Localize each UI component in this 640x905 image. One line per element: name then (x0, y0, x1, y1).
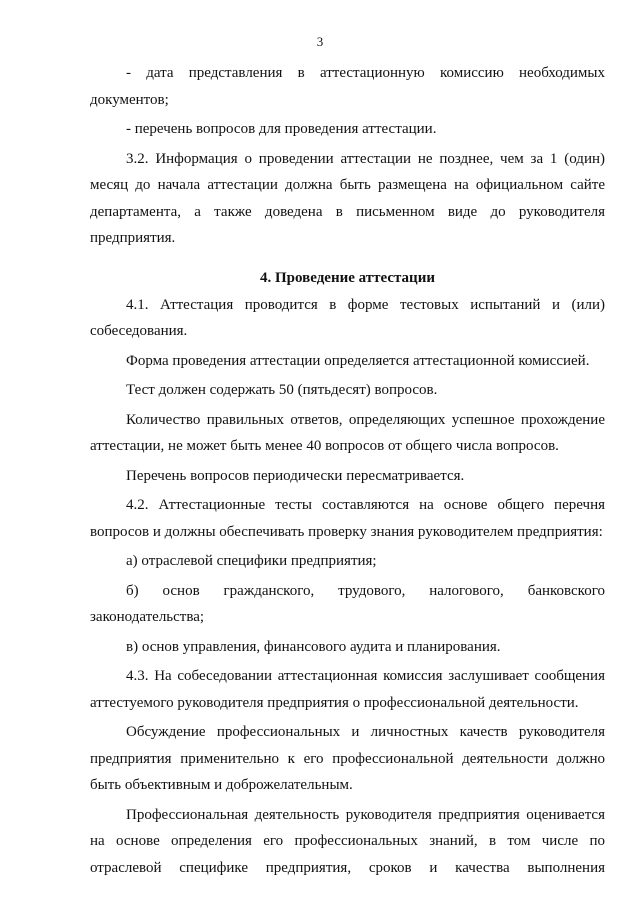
paragraph-question-list: - перечень вопросов для проведения аттестации. (126, 121, 437, 137)
paragraph-submission-date: - дата представления в аттестационную комиссию необходимых документов; (90, 65, 605, 108)
paragraph-3-2: 3.2. Информация о проведении аттестации не позднее, чем за 1 (один) месяц до начала аттестации должна быть размещена на официальном сайте департамента, а также доведена в письменном виде до руководителя предприятия. (90, 150, 605, 246)
page-number: 3 (316, 34, 324, 49)
section-heading: 4. Проведение аттестации (260, 269, 435, 286)
paragraph-4-2: 4.2. Аттестационные тесты составляются на основе общего перечня вопросов и должны обеспечивать проверку знания руководителем предприятия: (90, 497, 605, 540)
list-item-a: а) отраслевой специфики предприятия; (126, 553, 377, 569)
document-body (90, 60, 605, 881)
paragraph-review: Перечень вопросов периодически пересматривается. (126, 467, 465, 484)
paragraph-form: Форма проведения аттестации определяется аттестационной комиссией. (126, 352, 590, 369)
list-item-b: б) основ гражданского, трудового, налогового, банковского законодательства; (90, 582, 605, 625)
list-item-c: в) основ управления, финансового аудита и планирования. (126, 638, 501, 655)
paragraph-evaluation: Профессиональная деятельность руководителя предприятия оценивается на основе определения его профессиональных знаний, в том числе по отраслевой специфике предприятия, сроков и качества выполнения (90, 806, 605, 876)
paragraph-4-3: 4.3. На собеседовании аттестационная комиссия заслушивает сообщения аттестуемого руководителя предприятия о профессиональной деятельности. (90, 668, 605, 711)
paragraph-correct-answers: Количество правильных ответов, определяющих успешное прохождение аттестации, не может быть менее 40 вопросов от общего числа вопросов. (90, 411, 605, 454)
paragraph-4-1: 4.1. Аттестация проводится в форме тестовых испытаний и (или) собеседования. (90, 296, 605, 339)
paragraph-discussion: Обсуждение профессиональных и личностных качеств руководителя предприятия применительно к его профессиональной деятельности должно быть объективным и доброжелательным. (90, 724, 605, 793)
paragraph-test-size: Тест должен содержать 50 (пятьдесят) вопросов. (126, 382, 438, 398)
